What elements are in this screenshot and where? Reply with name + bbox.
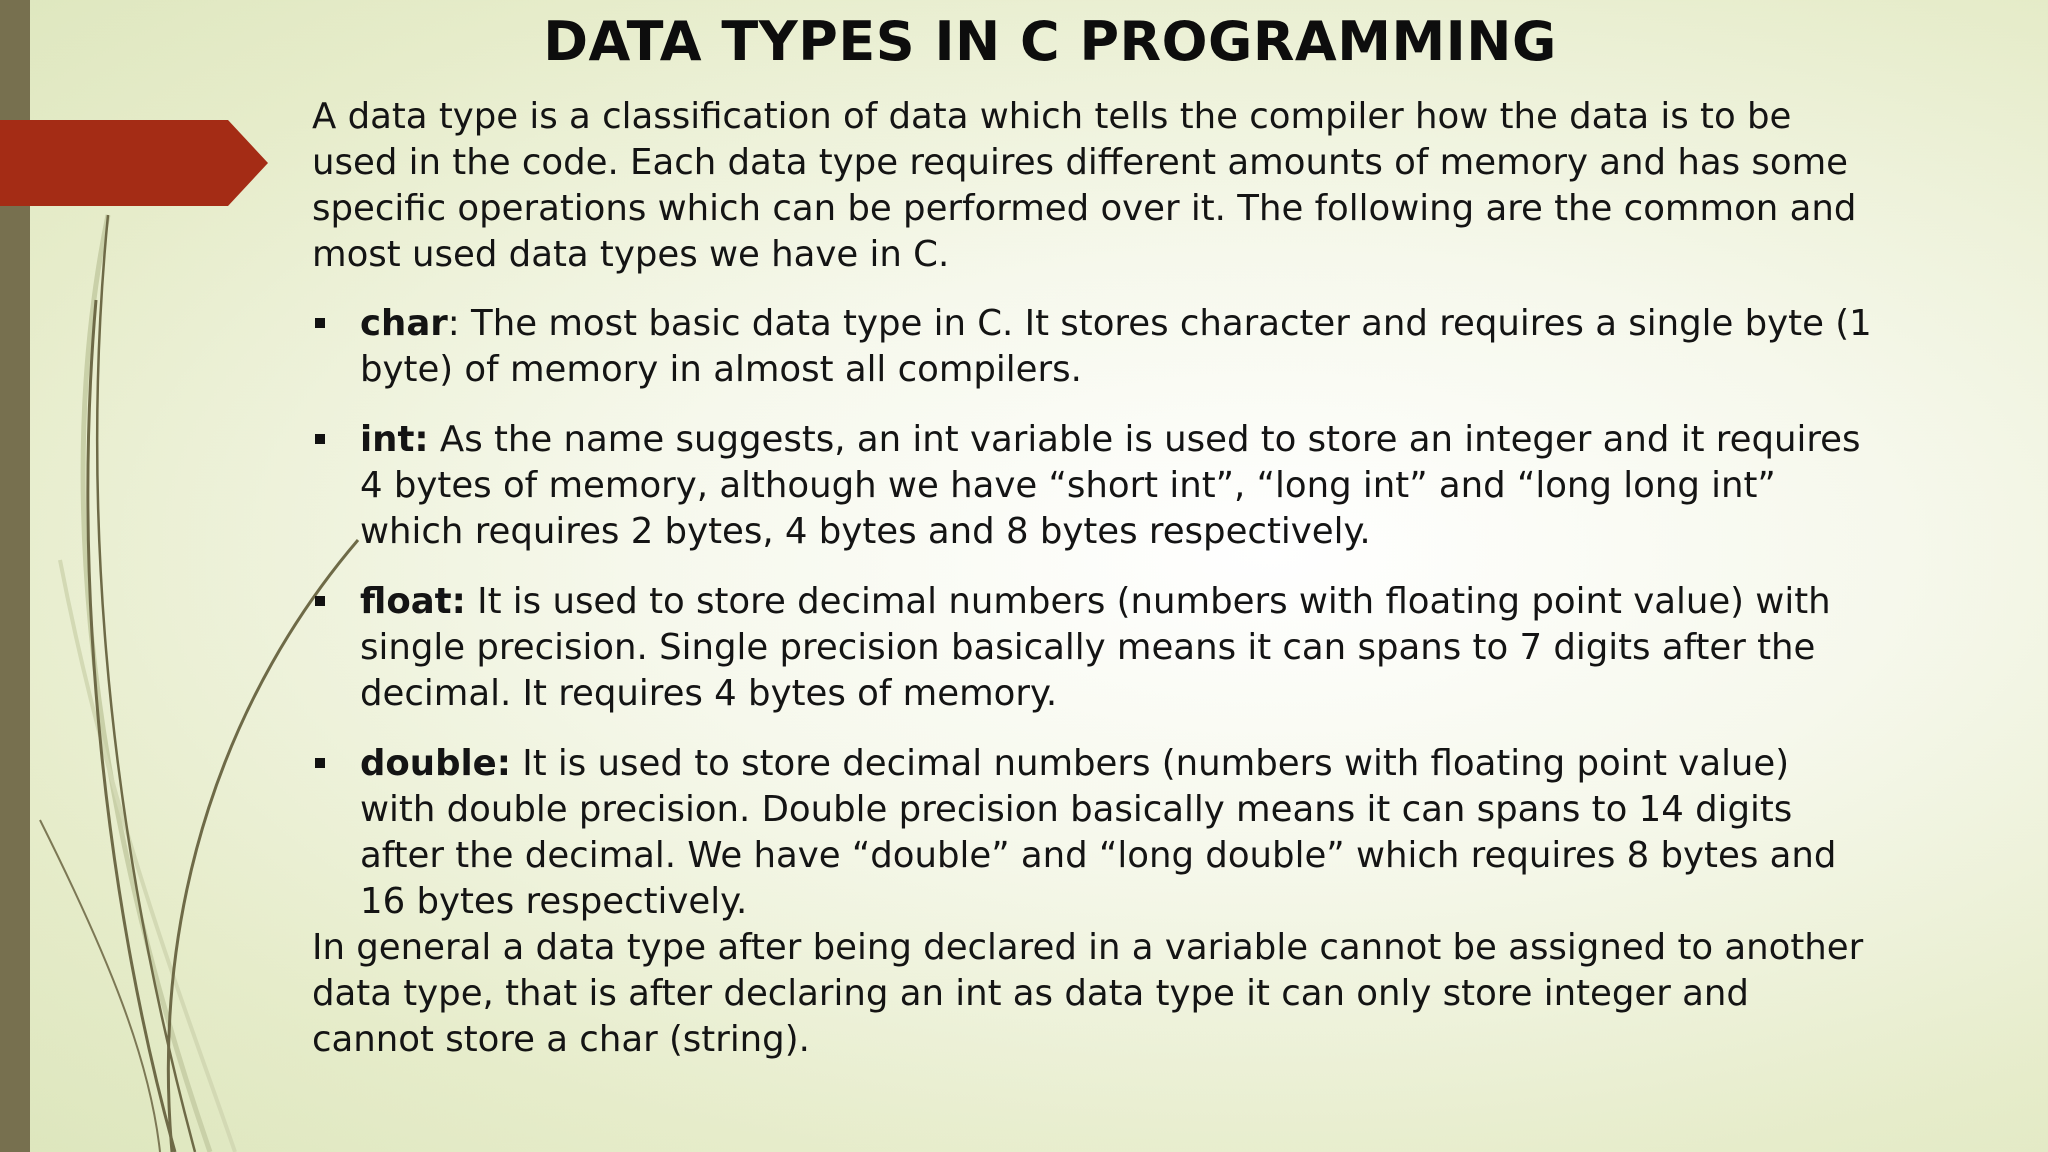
square-bullet-icon <box>315 758 325 768</box>
slide-body <box>312 94 1872 1063</box>
term-double: double: <box>360 743 511 784</box>
square-bullet-icon <box>315 434 325 444</box>
term-separator <box>511 743 522 784</box>
description-float: It is used to store decimal numbers (numbers with floating point value) with single precision. Single precision basically means it can spans to 7 digits after the decimal. It requires 4 bytes of memory. <box>360 581 1831 714</box>
term-char: char <box>360 303 448 344</box>
list-item-float <box>312 579 1872 717</box>
intro-paragraph: A data type is a classification of data which tells the compiler how the data is to be used in the code. Each data type requires different amounts of memory and has some specific operations which can be performed over it. The following are the common and most used data types we have in C. <box>312 96 1857 275</box>
description-char: The most basic data type in C. It stores character and requires a single byte (1 byte) of memory in almost all compilers. <box>360 303 1872 390</box>
title-arrow-marker <box>0 120 268 206</box>
slide-title: DATA TYPES IN C PROGRAMMING <box>543 10 1557 73</box>
term-int: int: <box>360 419 429 460</box>
square-bullet-icon <box>315 596 325 606</box>
square-bullet-icon <box>315 318 325 328</box>
term-separator <box>429 419 440 460</box>
list-item-char <box>312 301 1872 393</box>
description-double: It is used to store decimal numbers (numbers with floating point value) with double precision. Double precision basically means it can spans to 14 digits after the decimal. We have “double” and “long double” which requires 8 bytes and 16 bytes respectively. <box>360 743 1837 922</box>
description-int: As the name suggests, an int variable is used to store an integer and it requires 4 bytes of memory, although we have “short int”, “long int” and “long long int” which requires 2 bytes, 4 bytes and 8 bytes respectively. <box>360 419 1861 552</box>
term-separator: : <box>447 303 472 344</box>
list-item-double <box>312 741 1872 925</box>
term-separator <box>466 581 477 622</box>
list-item-int <box>312 417 1872 555</box>
data-type-list <box>312 301 1872 925</box>
conclusion-paragraph: In general a data type after being declared in a variable cannot be assigned to another data type, that is after declaring an int as data type it can only store integer and cannot store a char (string). <box>312 927 1864 1060</box>
term-float: float: <box>360 581 466 622</box>
